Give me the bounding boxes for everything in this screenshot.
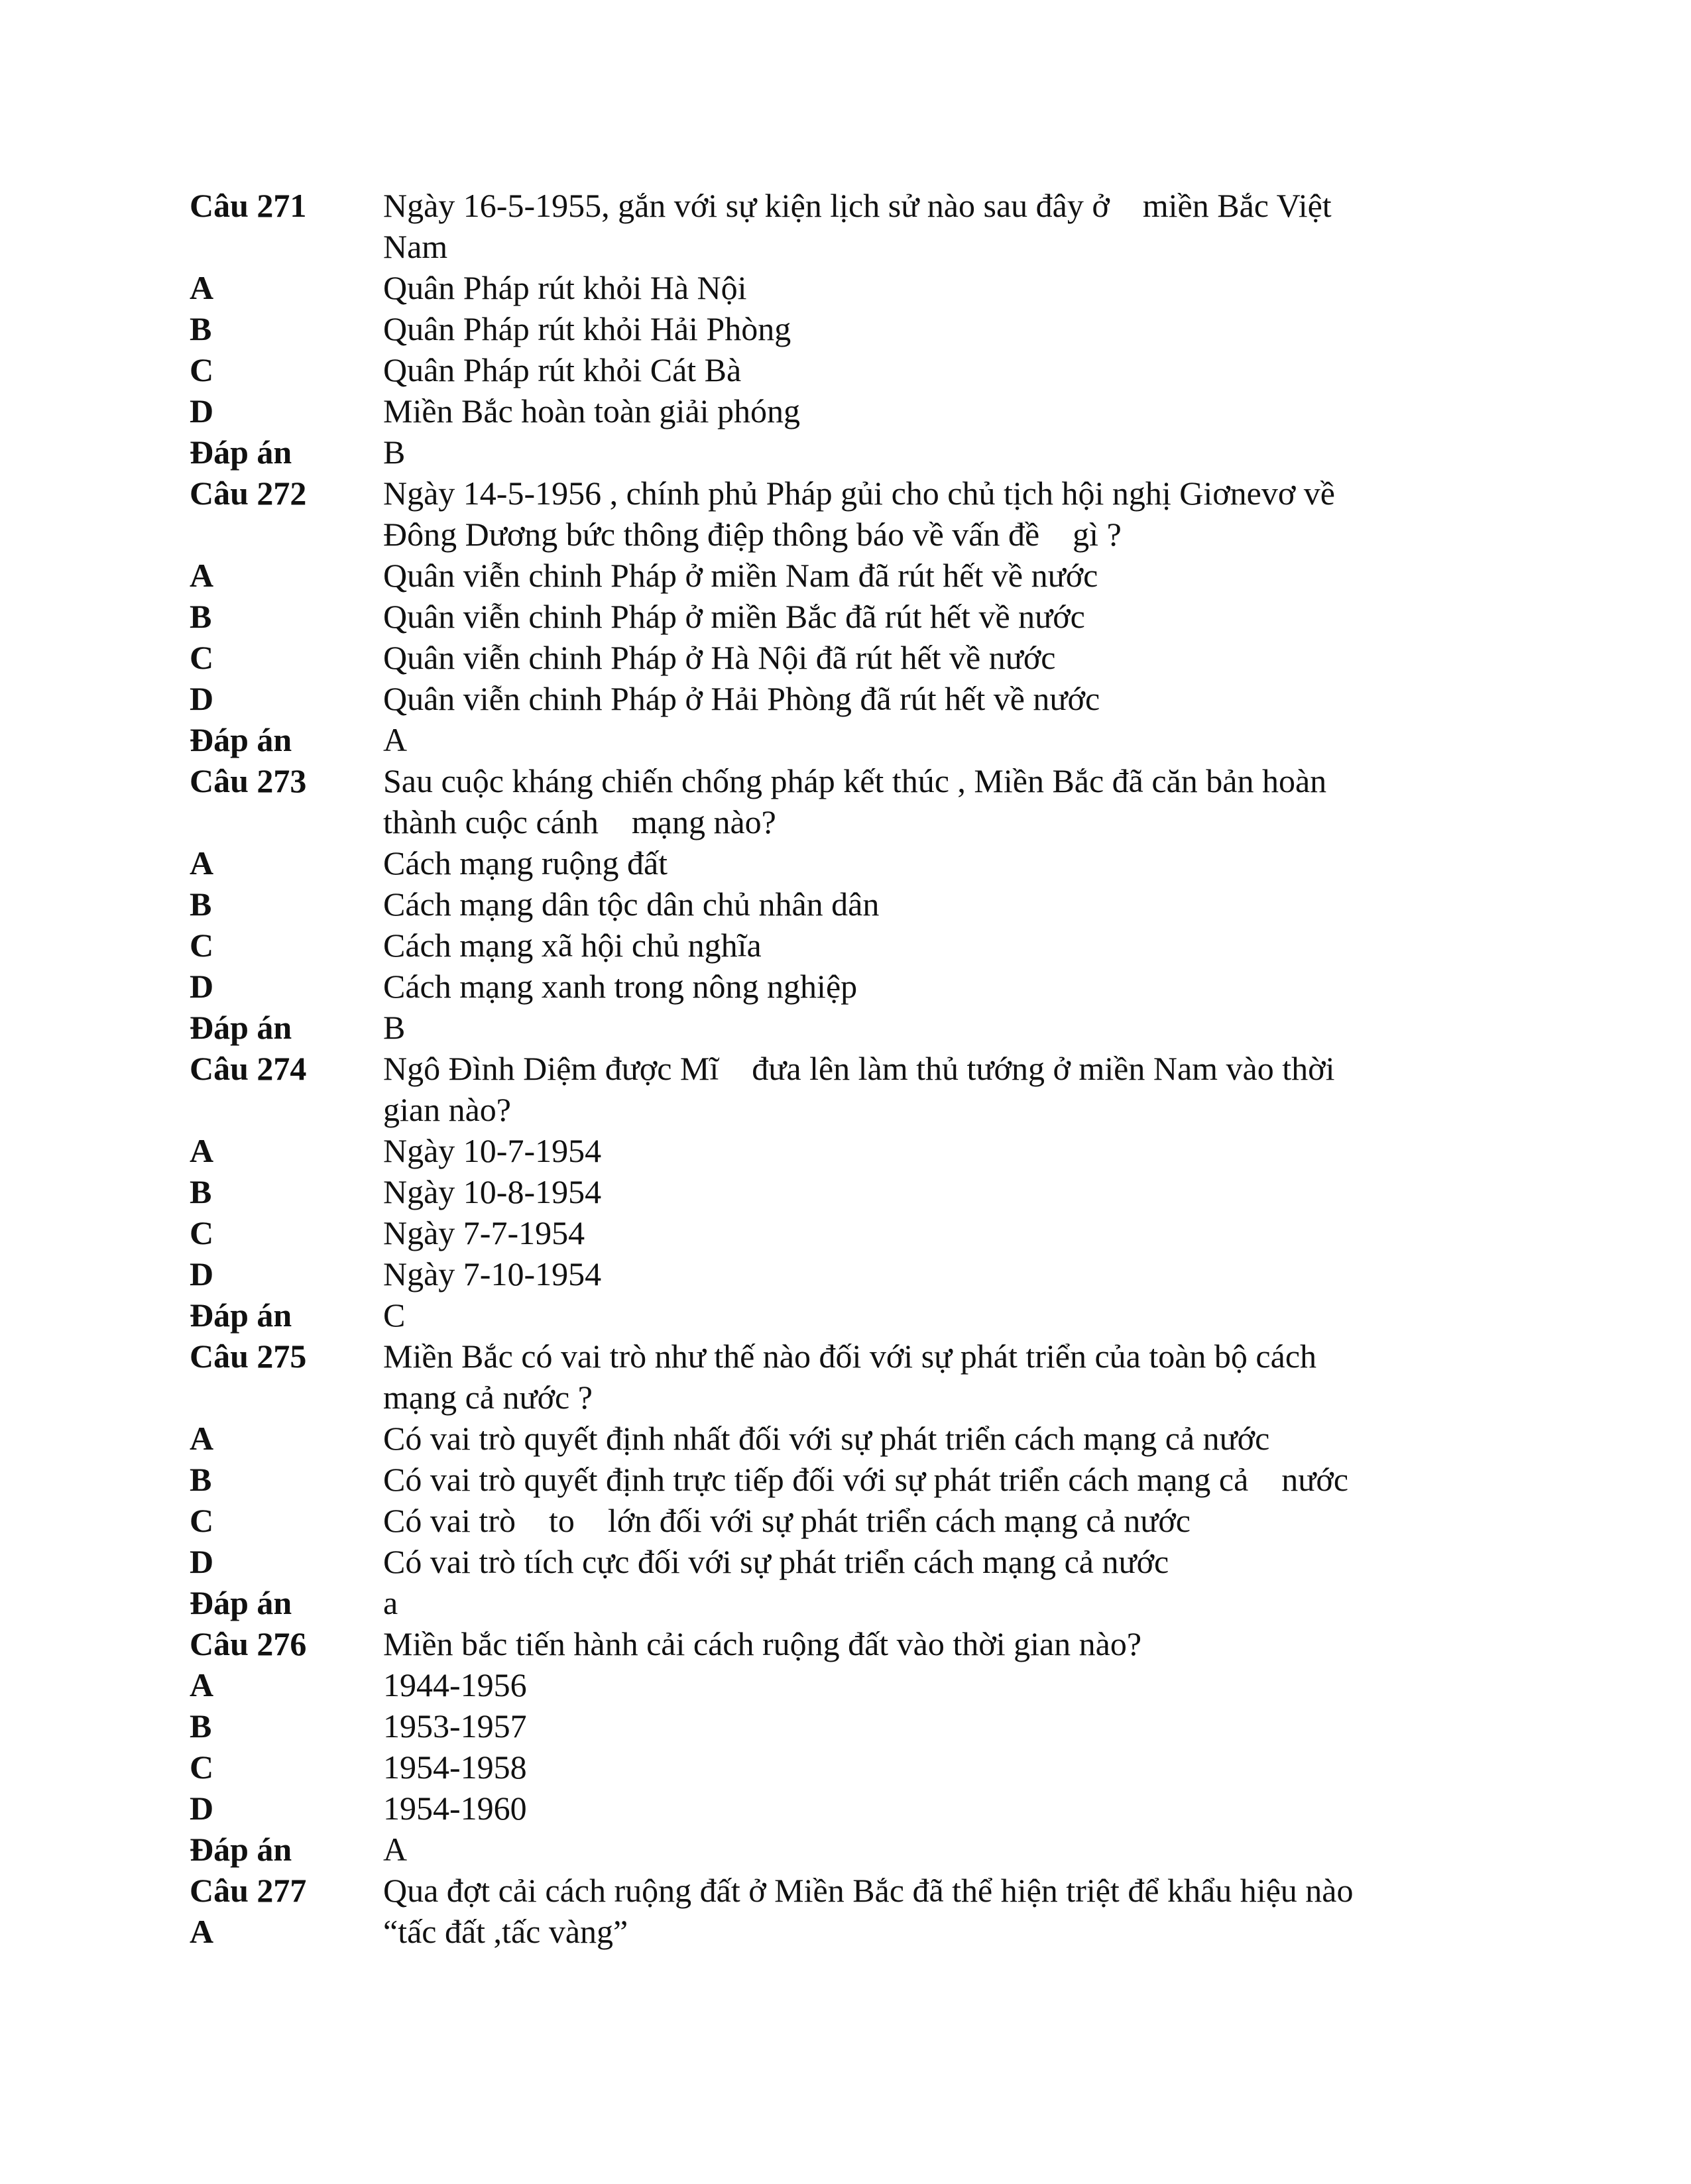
question-number: Câu 276: [190, 1625, 307, 1662]
option-text: Ngày 10-7-1954: [383, 1132, 602, 1169]
option-text: Quân Pháp rút khỏi Hải Phòng: [383, 310, 791, 347]
question-row: [190, 473, 1449, 555]
option-text: 1944-1956: [383, 1666, 527, 1703]
option-letter: C: [190, 1214, 214, 1251]
option-letter: A: [190, 1913, 214, 1950]
option-letter: D: [190, 968, 214, 1005]
option-row: [190, 1500, 1449, 1541]
option-text: Cách mạng ruộng đất: [383, 844, 668, 882]
option-row: [190, 678, 1449, 719]
option-letter: B: [190, 598, 212, 635]
option-text: Quân viễn chinh Pháp ở Hải Phòng đã rút hết về nước: [383, 680, 1100, 717]
option-text: Quân Pháp rút khỏi Hà Nội: [383, 269, 747, 306]
answer-value: a: [383, 1584, 398, 1621]
option-letter: A: [190, 269, 214, 306]
option-letter: D: [190, 1543, 214, 1580]
option-row: [190, 966, 1449, 1007]
option-text: Ngày 7-7-1954: [383, 1214, 585, 1251]
option-letter: C: [190, 639, 214, 676]
option-text: Cách mạng xanh trong nông nghiệp: [383, 968, 858, 1005]
option-text: Có vai trò to lớn đối với sự phát triển cách mạng cả nước: [383, 1502, 1191, 1539]
question-number: Câu 273: [190, 762, 307, 799]
option-row: [190, 1747, 1449, 1788]
option-letter: A: [190, 1132, 214, 1169]
option-row: [190, 267, 1449, 308]
option-row: [190, 555, 1449, 596]
option-letter: D: [190, 392, 214, 430]
option-text: Quân viễn chinh Pháp ở miền Nam đã rút hết về nước: [383, 557, 1098, 594]
option-letter: C: [190, 1502, 214, 1539]
option-letter: C: [190, 351, 214, 388]
option-letter: A: [190, 1420, 214, 1457]
question-text: Miền bắc tiến hành cải cách ruộng đất vào thời gian nào?: [383, 1625, 1142, 1662]
option-letter: B: [190, 1461, 212, 1498]
question-number: Câu 272: [190, 475, 307, 512]
option-row: [190, 1664, 1449, 1705]
answer-row: [190, 1829, 1449, 1870]
option-text: Có vai trò quyết định nhất đối với sự phát triển cách mạng cả nước: [383, 1420, 1270, 1457]
option-row: [190, 1418, 1449, 1459]
question-number: Câu 274: [190, 1050, 307, 1087]
option-text: Có vai trò quyết định trực tiếp đối với sự phát triển cách mạng cả nước: [383, 1461, 1349, 1498]
question-text: Sau cuộc kháng chiến chống pháp kết thúc , Miền Bắc đã căn bản hoàn thành cuộc cánh mạng nào?: [383, 762, 1327, 840]
answer-label: Đáp án: [190, 1584, 292, 1621]
option-row: [190, 1459, 1449, 1500]
option-letter: B: [190, 1173, 212, 1210]
option-letter: A: [190, 557, 214, 594]
option-letter: C: [190, 1749, 214, 1786]
question-number: Câu 277: [190, 1872, 307, 1909]
option-text: Ngày 10-8-1954: [383, 1173, 602, 1210]
option-row: [190, 349, 1449, 390]
question-number: Câu 271: [190, 187, 307, 224]
option-row: [190, 637, 1449, 678]
question-text: Ngày 14-5-1956 , chính phủ Pháp gủi cho chủ tịch hội nghị Giơnevơ về Đông Dương bức thông điệp thông báo về vấn đề gì ?: [383, 475, 1335, 553]
option-row: [190, 1253, 1449, 1294]
option-row: [190, 1788, 1449, 1829]
answer-row: [190, 1007, 1449, 1048]
option-row: [190, 308, 1449, 349]
question-row: [190, 1623, 1449, 1664]
option-text: 1954-1958: [383, 1749, 527, 1786]
question-row: [190, 1336, 1449, 1418]
question-text: Ngô Đình Diệm được Mĩ đưa lên làm thủ tướng ở miền Nam vào thời gian nào?: [383, 1050, 1335, 1128]
option-text: Quân Pháp rút khỏi Cát Bà: [383, 351, 742, 388]
option-text: Có vai trò tích cực đối với sự phát triển cách mạng cả nước: [383, 1543, 1169, 1580]
option-letter: B: [190, 310, 212, 347]
answer-row: [190, 1582, 1449, 1623]
question-text: Miền Bắc có vai trò như thế nào đối với sự phát triển của toàn bộ cách mạng cả nước ?: [383, 1338, 1317, 1416]
option-letter: D: [190, 680, 214, 717]
option-letter: D: [190, 1255, 214, 1293]
option-row: [190, 1541, 1449, 1582]
option-text: Ngày 7-10-1954: [383, 1255, 602, 1293]
answer-label: Đáp án: [190, 1009, 292, 1046]
answer-row: [190, 719, 1449, 760]
option-letter: A: [190, 1666, 214, 1703]
option-row: [190, 1911, 1449, 1952]
option-text: 1953-1957: [383, 1707, 527, 1745]
answer-value: B: [383, 1009, 406, 1046]
option-text: Cách mạng xã hội chủ nghĩa: [383, 927, 762, 964]
question-row: [190, 760, 1449, 842]
answer-value: B: [383, 433, 406, 471]
option-text: 1954-1960: [383, 1790, 527, 1827]
option-text: Quân viễn chinh Pháp ở miền Bắc đã rút hết về nước: [383, 598, 1085, 635]
option-row: [190, 884, 1449, 925]
option-letter: A: [190, 844, 214, 882]
answer-row: [190, 431, 1449, 473]
option-letter: C: [190, 927, 214, 964]
question-row: [190, 1870, 1449, 1911]
option-text: Cách mạng dân tộc dân chủ nhân dân: [383, 886, 880, 923]
option-row: [190, 1130, 1449, 1171]
option-row: [190, 1171, 1449, 1212]
option-row: [190, 842, 1449, 884]
option-letter: B: [190, 886, 212, 923]
answer-label: Đáp án: [190, 1296, 292, 1334]
answer-label: Đáp án: [190, 1831, 292, 1868]
option-text: Quân viễn chinh Pháp ở Hà Nội đã rút hết về nước: [383, 639, 1056, 676]
question-row: [190, 1048, 1449, 1130]
option-letter: B: [190, 1707, 212, 1745]
answer-label: Đáp án: [190, 721, 292, 758]
answer-row: [190, 1294, 1449, 1336]
question-row: [190, 185, 1449, 267]
answer-value: C: [383, 1296, 406, 1334]
option-row: [190, 1705, 1449, 1747]
option-text: “tấc đất ,tấc vàng”: [383, 1913, 628, 1950]
option-row: [190, 1212, 1449, 1253]
question-text: Qua đợt cải cách ruộng đất ở Miền Bắc đã thể hiện triệt để khẩu hiệu nào: [383, 1872, 1354, 1909]
option-row: [190, 925, 1449, 966]
answer-value: A: [383, 1831, 408, 1868]
answer-label: Đáp án: [190, 433, 292, 471]
question-number: Câu 275: [190, 1338, 307, 1375]
document-page: [190, 185, 1449, 1952]
answer-value: A: [383, 721, 408, 758]
question-text: Ngày 16-5-1955, gắn với sự kiện lịch sử nào sau đây ở miền Bắc Việt Nam: [383, 187, 1332, 265]
option-letter: D: [190, 1790, 214, 1827]
option-row: [190, 596, 1449, 637]
option-text: Miền Bắc hoàn toàn giải phóng: [383, 392, 801, 430]
option-row: [190, 390, 1449, 431]
